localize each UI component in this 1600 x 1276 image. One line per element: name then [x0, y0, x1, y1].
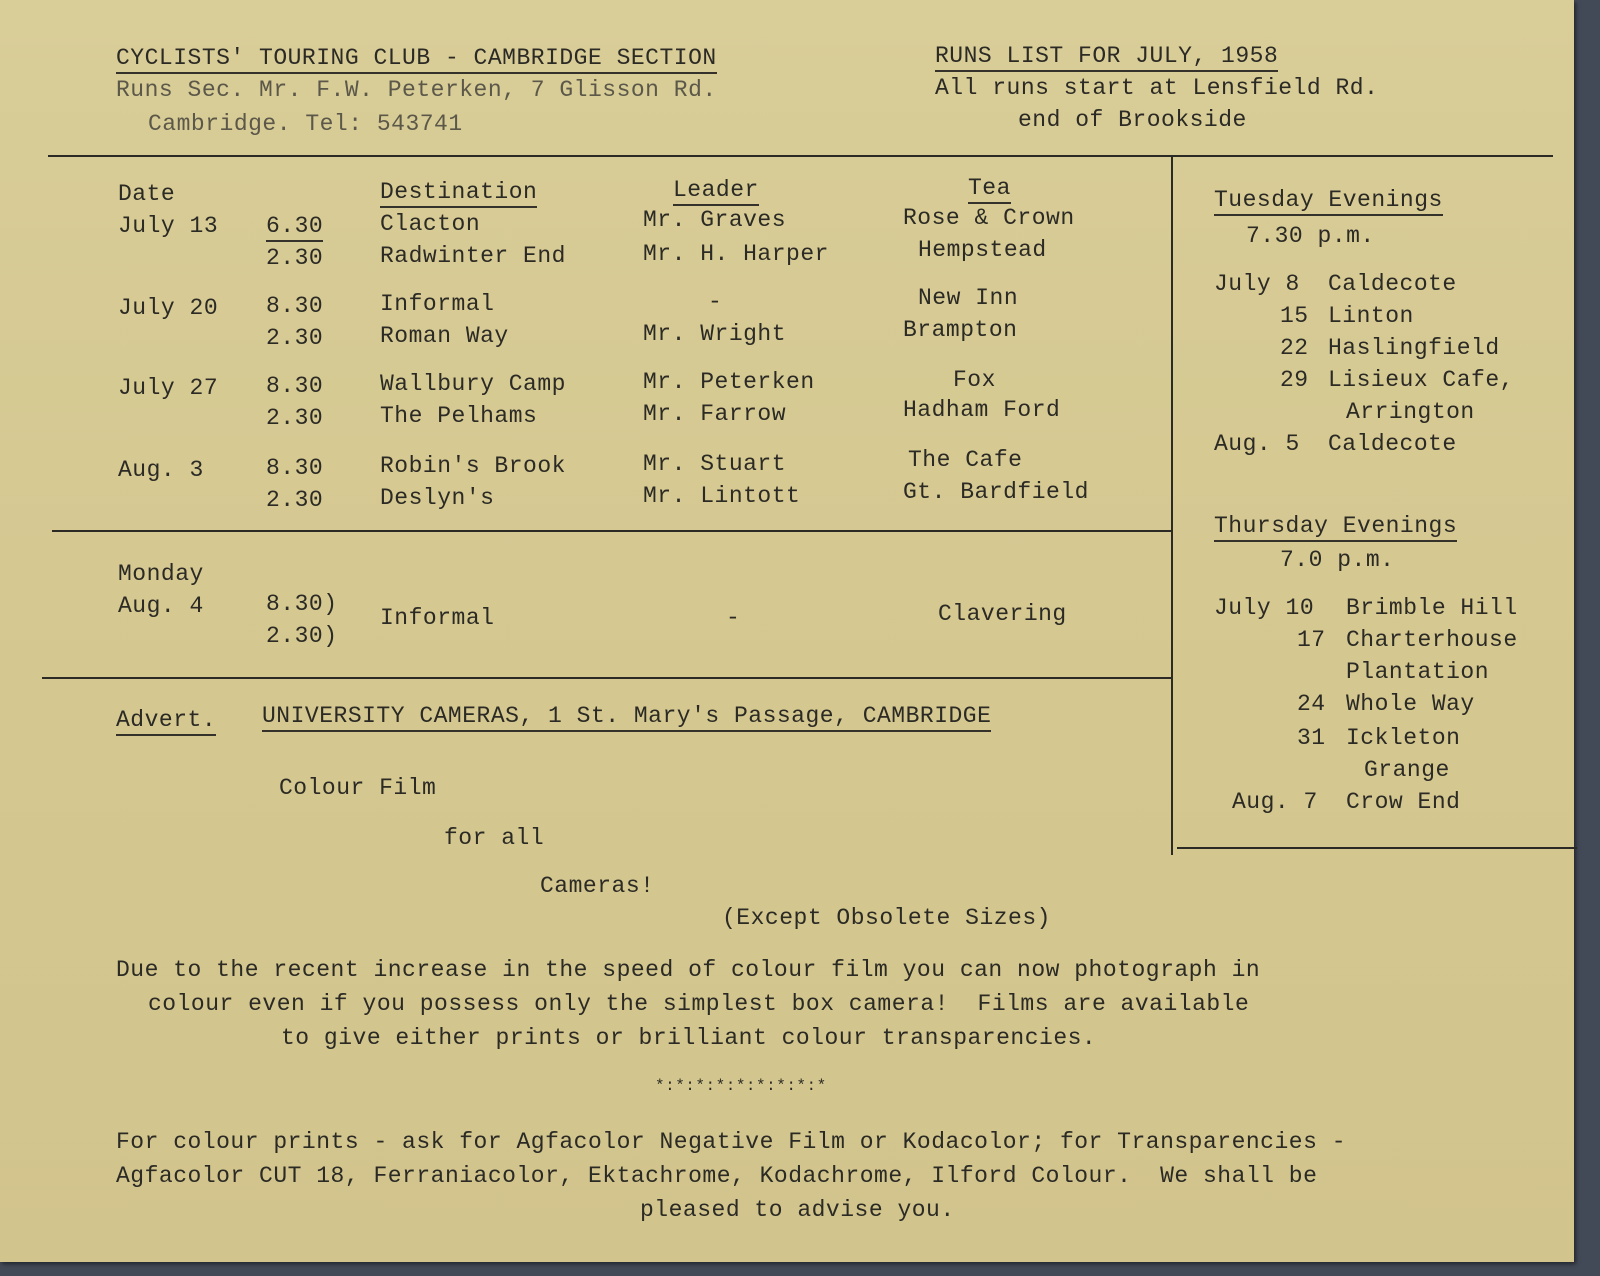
advert-para2-line1: For colour prints - ask for Agfacolor Negative Film or Kodacolor; for Transparencies -	[116, 1129, 1346, 1155]
monday-destination: Informal	[380, 605, 495, 631]
header-leader: Leader	[673, 176, 759, 206]
tuesday-place: Arrington	[1346, 399, 1475, 425]
run-tea: Fox	[953, 367, 996, 393]
advert-slogan-4: (Except Obsolete Sizes)	[722, 905, 1051, 931]
run-time: 2.30	[266, 405, 324, 431]
advert-slogan-3: Cameras!	[540, 873, 655, 899]
star-divider: *:*:*:*:*:*:*:*:*	[655, 1077, 827, 1095]
run-time: 8.30	[266, 373, 324, 399]
run-leader: Mr. Wright	[643, 321, 787, 347]
club-title: CYCLISTS' TOURING CLUB - CAMBRIDGE SECTION	[116, 44, 717, 74]
thursday-time: 7.0 p.m.	[1280, 547, 1395, 573]
monday-tea: Clavering	[938, 601, 1067, 627]
run-tea: Brampton	[903, 317, 1018, 343]
run-time: 8.30	[266, 455, 324, 481]
thursday-place: Charterhouse	[1346, 627, 1518, 653]
run-tea: Rose & Crown	[903, 205, 1075, 231]
run-destination: Robin's Brook	[380, 453, 566, 479]
start-point-line2: end of Brookside	[1018, 107, 1247, 133]
tuesday-date: July 8	[1214, 271, 1300, 297]
run-destination: Deslyn's	[380, 485, 495, 511]
run-time: 2.30	[266, 325, 324, 351]
run-leader: Mr. Stuart	[643, 451, 787, 477]
run-tea: New Inn	[918, 285, 1019, 311]
run-tea: Hadham Ford	[903, 397, 1061, 423]
thursday-place: Brimble Hill	[1346, 595, 1518, 621]
thursday-date: 24	[1297, 691, 1326, 717]
run-leader: Mr. Graves	[643, 207, 787, 233]
monday-leader: -	[726, 605, 741, 631]
run-time: 8.30	[266, 293, 324, 319]
advert-slogan-1: Colour Film	[279, 775, 437, 801]
run-time: 6.30	[266, 212, 323, 242]
run-leader: Mr. Farrow	[643, 401, 787, 427]
run-destination: Roman Way	[380, 323, 509, 349]
advert-para1-line3: to give either prints or brilliant colour transparencies.	[281, 1025, 1097, 1051]
runs-list-title: RUNS LIST FOR JULY, 1958	[935, 42, 1278, 72]
tuesday-place: Linton	[1328, 303, 1414, 329]
start-point-line1: All runs start at Lensfield Rd.	[935, 75, 1379, 101]
run-time: 2.30	[266, 487, 324, 513]
tuesday-place: Haslingfield	[1328, 335, 1500, 361]
run-date: July 20	[118, 295, 219, 321]
tuesday-title: Tuesday Evenings	[1214, 186, 1443, 216]
thursday-date: July 10	[1214, 595, 1315, 621]
run-leader: Mr. Lintott	[643, 483, 801, 509]
runs-secretary: Runs Sec. Mr. F.W. Peterken, 7 Glisson Rd.	[116, 77, 717, 103]
run-tea: The Cafe	[908, 447, 1023, 473]
header-destination: Destination	[380, 178, 537, 208]
thursday-place: Grange	[1364, 757, 1450, 783]
tuesday-date: 22	[1280, 335, 1309, 361]
header-rule	[48, 155, 1553, 157]
run-time: 2.30	[266, 245, 324, 271]
thursday-place: Crow End	[1346, 789, 1461, 815]
tuesday-date: Aug. 5	[1214, 431, 1300, 457]
advert-para2-line2: Agfacolor CUT 18, Ferraniacolor, Ektachrome, Kodachrome, Ilford Colour. We shall be	[116, 1163, 1318, 1189]
monday-time-2: 2.30)	[266, 623, 338, 649]
run-destination: Wallbury Camp	[380, 371, 566, 397]
thursday-date: 31	[1297, 725, 1326, 751]
run-tea: Hempstead	[918, 237, 1047, 263]
run-leader: Mr. Peterken	[643, 369, 815, 395]
tuesday-time: 7.30 p.m.	[1246, 223, 1375, 249]
run-destination: The Pelhams	[380, 403, 538, 429]
thursday-title: Thursday Evenings	[1214, 512, 1457, 542]
monday-day: Monday	[118, 561, 204, 587]
advert-slogan-2: for all	[444, 825, 545, 851]
header-tea: Tea	[968, 174, 1011, 204]
monday-time-1: 8.30)	[266, 591, 338, 617]
run-destination: Informal	[380, 291, 495, 317]
run-destination: Clacton	[380, 211, 481, 237]
advert-para2-line3: pleased to advise you.	[640, 1197, 955, 1223]
evenings-bottom-rule	[1177, 847, 1577, 849]
advert-shop: UNIVERSITY CAMERAS, 1 St. Mary's Passage, CAMBRIDGE	[262, 702, 991, 732]
run-leader: -	[708, 289, 723, 315]
monday-rule	[42, 677, 1172, 679]
club-address: Cambridge. Tel: 543741	[148, 111, 463, 137]
thursday-date: Aug. 7	[1232, 789, 1318, 815]
advert-para1-line1: Due to the recent increase in the speed of colour film you can now photograph in	[116, 957, 1261, 983]
tuesday-place: Caldecote	[1328, 431, 1457, 457]
run-leader: Mr. H. Harper	[643, 241, 829, 267]
advert-label: Advert.	[116, 706, 216, 736]
monday-date: Aug. 4	[118, 593, 204, 619]
tuesday-date: 15	[1280, 303, 1309, 329]
thursday-place: Plantation	[1346, 659, 1490, 685]
run-destination: Radwinter End	[380, 243, 566, 269]
tuesday-place: Lisieux Cafe,	[1328, 367, 1514, 393]
advert-para1-line2: colour even if you possess only the simplest box camera! Films are available	[148, 991, 1250, 1017]
column-divider	[1171, 155, 1173, 855]
thursday-place: Whole Way	[1346, 691, 1475, 717]
tuesday-date: 29	[1280, 367, 1309, 393]
thursday-date: 17	[1297, 627, 1326, 653]
run-date: July 27	[118, 375, 219, 401]
thursday-place: Ickleton	[1346, 725, 1461, 751]
table-rule	[52, 530, 1172, 532]
tuesday-place: Caldecote	[1328, 271, 1457, 297]
run-date: July 13	[118, 213, 219, 239]
run-tea: Gt. Bardfield	[903, 479, 1089, 505]
run-date: Aug. 3	[118, 457, 204, 483]
header-date: Date	[118, 181, 176, 207]
